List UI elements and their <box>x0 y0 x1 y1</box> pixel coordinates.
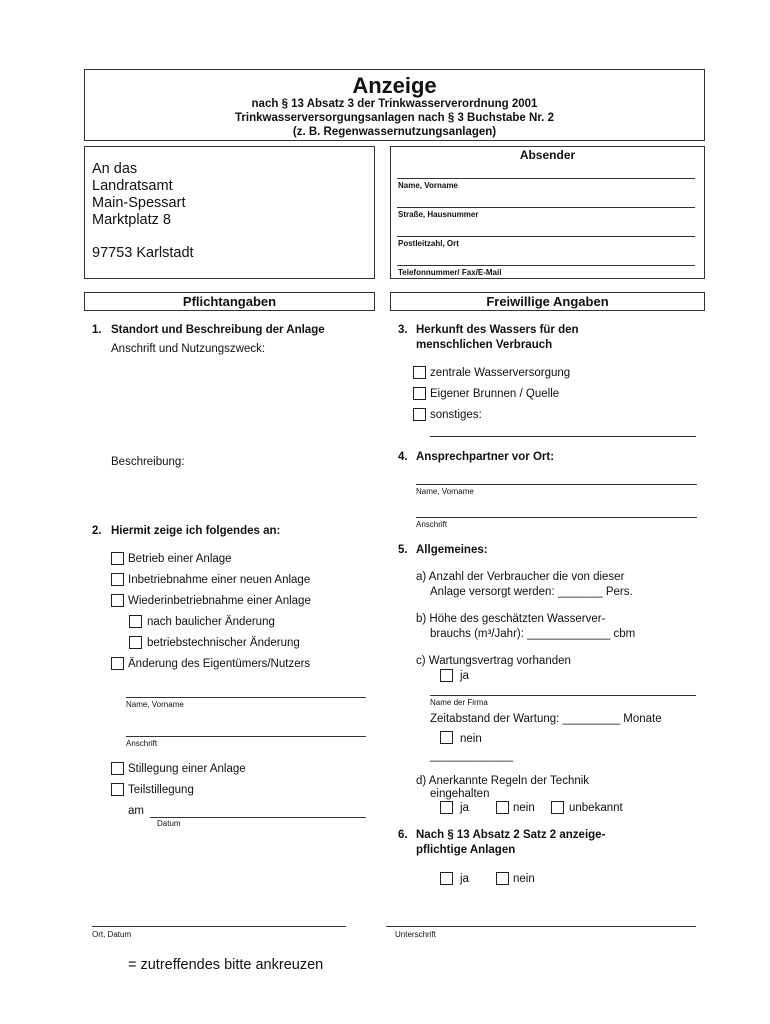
recipient-line-2: Landratsamt <box>92 178 173 194</box>
s3-checkbox-other[interactable] <box>413 408 426 421</box>
s5-title: Allgemeines: <box>416 544 488 556</box>
s5-d-line-1: d) Anerkannte Regeln der Technik <box>416 775 590 787</box>
s5-c-line-1: c) Wartungsvertrag vorhanden <box>416 655 571 667</box>
s2-checkbox-owner-change[interactable] <box>111 657 124 670</box>
subtitle-line-2: Trinkwasserversorgungsanlagen nach § 3 Buchstabe Nr. 2 <box>235 112 554 124</box>
s5-d-yes-label: ja <box>460 802 469 814</box>
sender-name-label: Name, Vorname <box>398 181 458 190</box>
place-date-line[interactable] <box>92 926 346 927</box>
recipient-line-1: An das <box>92 161 138 177</box>
s2-am-label: am <box>128 805 144 817</box>
s5-c-checkbox-no[interactable] <box>440 731 453 744</box>
s2-number: 2. <box>92 525 102 537</box>
recipient-box <box>84 146 375 279</box>
s6-number: 6. <box>398 829 408 841</box>
s1-description-label: Beschreibung: <box>111 456 185 468</box>
s4-address-line[interactable] <box>416 517 697 518</box>
s5-c-checkbox-yes[interactable] <box>440 669 453 682</box>
s5-d-unknown-label: unbekannt <box>569 802 623 814</box>
s5-interval-label: Zeitabstand der Wartung: _________ Monate <box>430 713 662 725</box>
s6-checkbox-yes[interactable] <box>440 872 453 885</box>
s4-address-label: Anschrift <box>416 520 448 529</box>
s4-title: Ansprechpartner vor Ort: <box>416 451 555 463</box>
s5-a-line-1: a) Anzahl der Verbraucher die von dieser <box>416 571 625 583</box>
s3-option-own-well: Eigener Brunnen / Quelle <box>430 388 560 400</box>
sender-city-line[interactable] <box>397 236 695 237</box>
s2-option-recommissioning: Wiederinbetriebnahme einer Anlage <box>128 595 311 607</box>
recipient-line-5: 97753 Karlstadt <box>92 245 194 261</box>
sender-title: Absender <box>519 148 576 162</box>
s5-d-checkbox-yes[interactable] <box>440 801 453 814</box>
s3-title-1: Herkunft des Wassers für den <box>416 324 579 336</box>
s6-checkbox-no[interactable] <box>496 872 509 885</box>
s2-address-label: Anschrift <box>126 739 158 748</box>
s5-d-no-label: nein <box>513 802 535 814</box>
sender-box <box>390 146 705 279</box>
recipient-line-3: Main-Spessart <box>92 195 186 211</box>
sender-name-line[interactable] <box>397 178 695 179</box>
s5-a-line-2: Anlage versorgt werden: _______ Pers. <box>430 586 633 598</box>
s6-title-2: pflichtige Anlagen <box>416 844 516 856</box>
s2-option-shutdown: Stillegung einer Anlage <box>128 763 246 775</box>
sender-city-label: Postleitzahl, Ort <box>398 239 459 248</box>
s2-name-label: Name, Vorname <box>126 700 184 709</box>
s2-title: Hiermit zeige ich folgendes an: <box>111 525 281 537</box>
s5-b-line-1: b) Höhe des geschätzten Wasserver- <box>416 613 606 625</box>
s2-option-operational-change: betriebstechnischer Änderung <box>147 637 300 649</box>
s3-checkbox-own-well[interactable] <box>413 387 426 400</box>
s3-option-central-supply: zentrale Wasserversorgung <box>430 367 571 379</box>
s2-checkbox-structural-change[interactable] <box>129 615 142 628</box>
s6-no-label: nein <box>513 873 535 885</box>
sender-street-label: Straße, Hausnummer <box>398 210 479 219</box>
s2-checkbox-recommissioning[interactable] <box>111 594 124 607</box>
s5-c-blank: _____________ <box>430 750 514 762</box>
s5-d-line-2: eingehalten <box>430 788 490 800</box>
signature-line[interactable] <box>386 926 696 927</box>
place-date-label: Ort, Datum <box>92 930 132 939</box>
s3-option-other: sonstiges: <box>430 409 482 421</box>
sender-street-line[interactable] <box>397 207 695 208</box>
s5-c-yes-label: ja <box>460 670 469 682</box>
s2-option-owner-change: Änderung des Eigentümers/Nutzers <box>128 658 311 670</box>
s5-firm-label: Name der Firma <box>430 698 488 707</box>
s6-title-1: Nach § 13 Absatz 2 Satz 2 anzeige- <box>416 829 606 841</box>
mandatory-header: Pflichtangaben <box>84 292 375 311</box>
subtitle-line-3: (z. B. Regenwassernutzungsanlagen) <box>292 126 497 138</box>
s1-title: Standort und Beschreibung der Anlage <box>111 324 325 336</box>
s6-yes-label: ja <box>460 873 469 885</box>
s2-address-line[interactable] <box>126 736 366 737</box>
s5-firm-line[interactable] <box>430 695 696 696</box>
s2-option-operation: Betrieb einer Anlage <box>128 553 232 565</box>
s5-number: 5. <box>398 544 408 556</box>
title-box <box>84 69 705 141</box>
form-title: Anzeige <box>352 73 437 98</box>
s4-name-label: Name, Vorname <box>416 487 474 496</box>
s5-d-checkbox-no[interactable] <box>496 801 509 814</box>
s5-c-no-label: nein <box>460 733 482 745</box>
s2-checkbox-partial-shutdown[interactable] <box>111 783 124 796</box>
s1-address-label: Anschrift und Nutzungszweck: <box>111 343 266 355</box>
footer-note: = zutreffendes bitte ankreuzen <box>128 957 324 973</box>
voluntary-header: Freiwillige Angaben <box>390 292 705 311</box>
s2-option-partial-shutdown: Teilstillegung <box>128 784 194 796</box>
s2-option-commissioning: Inbetriebnahme einer neuen Anlage <box>128 574 311 586</box>
s5-b-line-2: brauchs (m³/Jahr): _____________ cbm <box>430 628 636 640</box>
sender-phone-label: Telefonnummer/ Fax/E-Mail <box>398 268 502 277</box>
subtitle-line-1: nach § 13 Absatz 3 der Trinkwasserverordnung 2001 <box>251 98 538 110</box>
s2-checkbox-operation[interactable] <box>111 552 124 565</box>
s4-name-line[interactable] <box>416 484 697 485</box>
s2-checkbox-operational-change[interactable] <box>129 636 142 649</box>
s2-date-line[interactable] <box>150 817 366 818</box>
s3-title-2: menschlichen Verbrauch <box>416 339 553 351</box>
s2-checkbox-shutdown[interactable] <box>111 762 124 775</box>
s1-number: 1. <box>92 324 102 336</box>
s3-number: 3. <box>398 324 408 336</box>
s2-name-line[interactable] <box>126 697 366 698</box>
s2-date-label: Datum <box>157 819 181 828</box>
sender-phone-line[interactable] <box>397 265 695 266</box>
s2-option-structural-change: nach baulicher Änderung <box>147 616 275 628</box>
s3-checkbox-central-supply[interactable] <box>413 366 426 379</box>
signature-label: Unterschrift <box>395 930 436 939</box>
s4-number: 4. <box>398 451 408 463</box>
recipient-line-4: Marktplatz 8 <box>92 212 171 228</box>
s5-d-checkbox-unknown[interactable] <box>551 801 564 814</box>
s3-other-line[interactable] <box>430 436 696 437</box>
s2-checkbox-commissioning[interactable] <box>111 573 124 586</box>
